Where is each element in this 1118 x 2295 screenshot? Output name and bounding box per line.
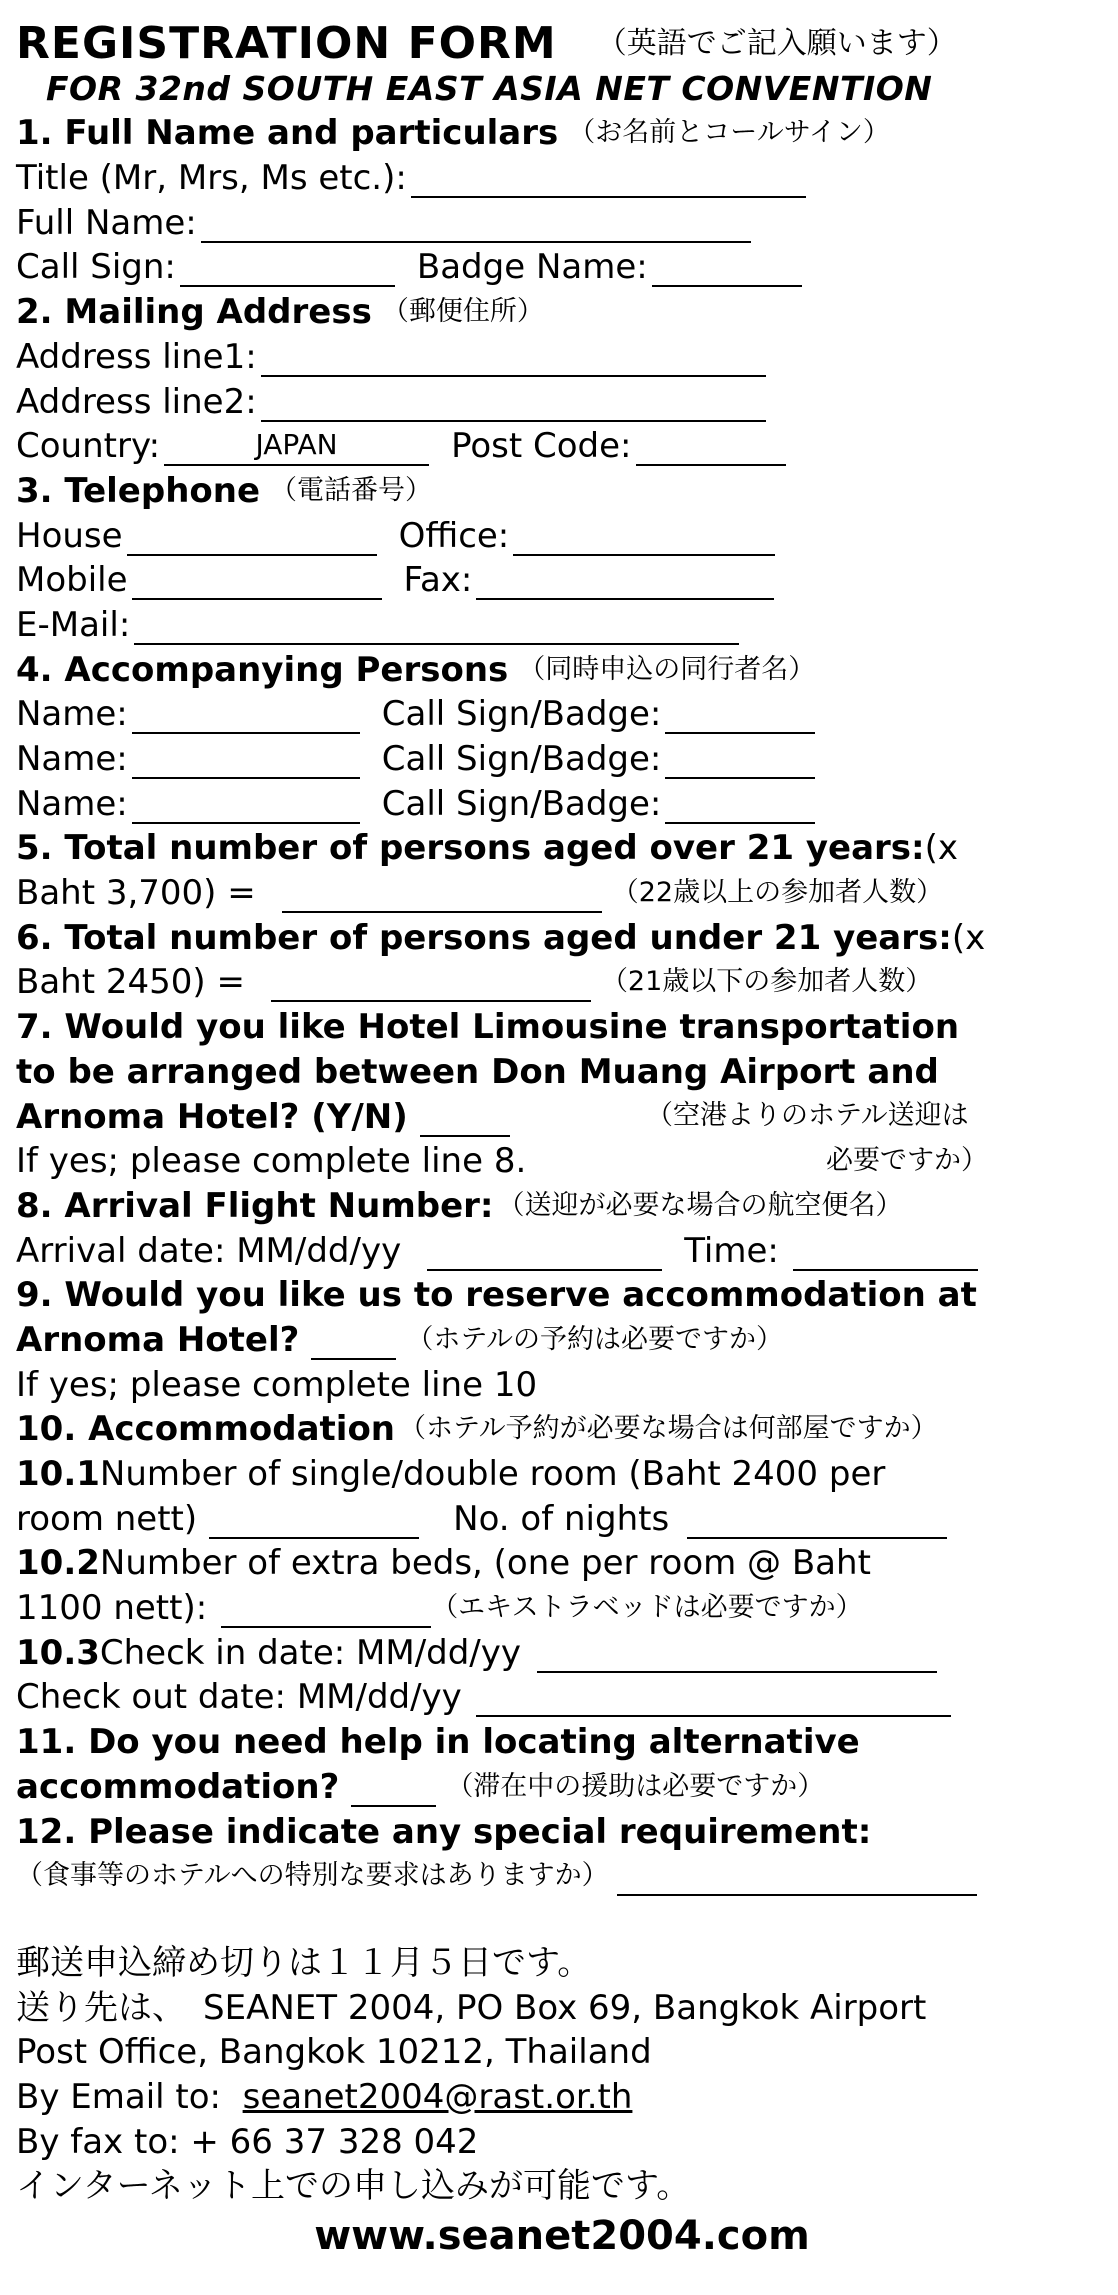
section-5-rate: Baht 3,700) = <box>16 873 256 914</box>
section-5-jp: （22歳以上の参加者人数） <box>611 877 944 909</box>
mobile-row <box>16 556 1108 601</box>
section-5-heading: 5. Total number of persons aged over 21 years: <box>16 828 925 869</box>
address1-label: Address line1: <box>16 336 257 377</box>
section-8-heading: 8. Arrival Flight Number: <box>16 1185 494 1226</box>
section-7-jp-2: 必要ですか） <box>826 1144 988 1176</box>
checkout-label: Check out date: MM/dd/yy <box>16 1677 462 1718</box>
extra-beds-row <box>16 1539 1108 1584</box>
section-6-input-row <box>16 958 1108 1003</box>
companion-name-label: Name: <box>16 783 128 824</box>
footer-deadline: 郵送申込締め切りは１１月５日です。 <box>16 1942 592 1983</box>
room-count-row <box>16 1449 1108 1494</box>
section-9-note: If yes; please complete line 10 <box>16 1364 538 1405</box>
form-title: REGISTRATION FORM <box>16 18 557 69</box>
section-11-jp: （滞在中の援助は必要ですか） <box>446 1770 825 1802</box>
special-requirement-field[interactable] <box>617 1860 977 1896</box>
item-10-2-jp: （エキストラベッドは必要ですか） <box>431 1592 863 1624</box>
checkin-label: Check in date: MM/dd/yy <box>99 1632 522 1673</box>
footer-website-link[interactable]: www.seanet2004.com <box>314 2213 810 2260</box>
section-10-heading: 10. Accommodation <box>16 1409 396 1450</box>
section-12-input-row <box>16 1852 1108 1897</box>
companion-name-field[interactable] <box>132 743 360 779</box>
section-7-line1 <box>16 1002 1108 1047</box>
arrival-row <box>16 1226 1108 1271</box>
limousine-yn-field[interactable] <box>420 1101 510 1137</box>
section-2-heading: 2. Mailing Address <box>16 292 372 333</box>
section-6-heading-row <box>16 913 1108 958</box>
address1-row <box>16 332 1108 377</box>
callsign-row <box>16 243 1108 288</box>
section-8-heading-row <box>16 1181 1108 1226</box>
fullname-label: Full Name: <box>16 202 197 243</box>
footer-fax-row <box>16 2117 1108 2162</box>
section-7-note-row <box>16 1137 1108 1182</box>
registration-form <box>16 14 1108 2260</box>
section-7-note: If yes; please complete line 8. <box>16 1141 527 1182</box>
address1-field[interactable] <box>261 341 766 377</box>
title-label: Title (Mr, Mrs, Ms etc.): <box>16 158 407 199</box>
checkin-row <box>16 1628 1108 1673</box>
callsign-label: Call Sign: <box>16 247 176 288</box>
room-count-field[interactable] <box>209 1503 419 1539</box>
mobile-label: Mobile <box>16 560 128 601</box>
footer-address: Post Office, Bangkok 10212, Thailand <box>16 2032 652 2073</box>
section-6-jp: （21歳以下の参加者人数） <box>600 966 933 998</box>
country-field[interactable]: JAPAN <box>164 430 429 466</box>
footer-email-row <box>16 2072 1108 2117</box>
section-11-heading-1: 11. Do you need help in locating alternative <box>16 1722 860 1763</box>
companion-call-field[interactable] <box>665 698 815 734</box>
footer-address-row <box>16 2028 1108 2073</box>
section-3-jp: （電話番号） <box>270 474 433 506</box>
title-row <box>16 153 1108 198</box>
item-10-1-text: Number of single/double room (Baht 2400 per <box>99 1454 886 1494</box>
postcode-field[interactable] <box>636 430 786 466</box>
address2-field[interactable] <box>261 386 766 422</box>
address2-row <box>16 377 1108 422</box>
form-subtitle: FOR 32nd SOUTH EAST ASIA NET CONVENTION <box>46 68 933 108</box>
section-1-jp: （お名前とコールサイン） <box>568 117 890 149</box>
section-11-line1 <box>16 1717 1108 1762</box>
fullname-field[interactable] <box>201 207 751 243</box>
section-6-heading: 6. Total number of persons aged under 21 years: <box>16 917 952 958</box>
mobile-field[interactable] <box>132 564 382 600</box>
section-10-heading-row <box>16 1405 1108 1450</box>
companion-name-label: Name: <box>16 694 128 735</box>
companion-call-label: Call Sign/Badge: <box>381 783 662 824</box>
companion-call-label: Call Sign/Badge: <box>381 739 662 779</box>
extra-beds-field[interactable] <box>221 1592 431 1628</box>
fax-field[interactable] <box>476 564 774 600</box>
item-10-1-number: 10.1 <box>16 1454 100 1494</box>
companion-name-field[interactable] <box>132 698 360 734</box>
house-row <box>16 511 1108 556</box>
office-field[interactable] <box>513 520 775 556</box>
companion-row <box>16 779 1108 824</box>
item-10-2-text: Number of extra beds, (one per room @ Baht <box>99 1543 871 1584</box>
section-1-heading-row <box>16 109 1108 154</box>
nights-field[interactable] <box>687 1503 947 1539</box>
companion-call-field[interactable] <box>665 788 815 824</box>
section-1-heading: 1. Full Name and particulars <box>16 113 559 154</box>
adults-count-field[interactable] <box>282 877 602 913</box>
section-6-rate: Baht 2450) = <box>16 962 245 1003</box>
section-8-jp: （送迎が必要な場合の航空便名） <box>497 1189 903 1221</box>
office-label: Office: <box>398 515 510 556</box>
footer-website-row <box>16 2206 1108 2260</box>
section-7-line3 <box>16 1092 1108 1137</box>
section-9-heading-1: 9. Would you like us to reserve accommodation at <box>16 1275 977 1316</box>
section-7-heading-1: 7. Would you like Hotel Limousine transportation <box>16 1007 960 1048</box>
arrival-date-label: Arrival date: MM/dd/yy <box>16 1230 402 1271</box>
form-subtitle-row <box>16 64 1108 109</box>
companion-name-label: Name: <box>16 739 128 779</box>
room-nett-row <box>16 1494 1108 1539</box>
section-5-input-row <box>16 868 1108 913</box>
nights-label: No. of nights <box>453 1498 670 1539</box>
checkout-row <box>16 1673 1108 1718</box>
section-5-heading-row <box>16 824 1108 869</box>
companion-name-field[interactable] <box>132 788 360 824</box>
footer-fax: By fax to: + 66 37 328 042 <box>16 2121 479 2162</box>
footer-online-row <box>16 2162 1108 2207</box>
section-9-line1 <box>16 1271 1108 1316</box>
section-7-heading-3: Arnoma Hotel? (Y/N) <box>16 1096 408 1137</box>
email-field[interactable] <box>134 609 739 645</box>
alt-accommodation-field[interactable] <box>351 1771 436 1807</box>
section-3-heading: 3. Telephone <box>16 470 261 511</box>
section-12-heading-row <box>16 1807 1108 1852</box>
form-title-jp: （英語でご記入願います） <box>596 26 957 61</box>
address2-label: Address line2: <box>16 381 257 422</box>
section-10-jp: （ホテル予約が必要な場合は何部屋ですか） <box>399 1413 938 1445</box>
section-12-jp: （食事等のホテルへの特別な要求はありますか） <box>16 1860 609 1892</box>
companion-row <box>16 734 1108 779</box>
postcode-label: Post Code: <box>451 426 632 467</box>
arrival-time-label: Time: <box>684 1230 779 1271</box>
extra-beds-rate: 1100 nett): <box>16 1588 208 1629</box>
section-3-heading-row <box>16 466 1108 511</box>
section-11-heading-2: accommodation? <box>16 1766 340 1807</box>
section-12-heading: 12. Please indicate any special requirement: <box>16 1811 872 1852</box>
arrival-date-field[interactable] <box>427 1235 662 1271</box>
form-title-row <box>16 14 1108 69</box>
badge-label: Badge Name: <box>416 247 648 288</box>
country-row <box>16 422 1108 467</box>
footer-deadline-row <box>16 1938 1108 1983</box>
section-4-heading-row <box>16 645 1108 690</box>
section-2-heading-row <box>16 287 1108 332</box>
house-field[interactable] <box>127 520 377 556</box>
country-label: Country: <box>16 426 161 467</box>
item-10-2-number: 10.2 <box>16 1543 100 1584</box>
spacer <box>16 1896 1108 1938</box>
reserve-yn-field[interactable] <box>311 1324 396 1360</box>
footer-send-to: 送り先は、 SEANET 2004, PO Box 69, Bangkok Airport <box>16 1987 927 2028</box>
section-4-jp: （同時申込の同行者名） <box>518 653 816 685</box>
checkout-field[interactable] <box>476 1681 951 1717</box>
section-11-line2 <box>16 1762 1108 1807</box>
minors-count-field[interactable] <box>271 966 591 1002</box>
extra-beds-input-row <box>16 1583 1108 1628</box>
section-5-suffix: (x <box>924 828 959 869</box>
section-9-line2 <box>16 1315 1108 1360</box>
footer-send-row <box>16 1983 1108 2028</box>
badge-field[interactable] <box>652 251 802 287</box>
section-9-heading-2: Arnoma Hotel? <box>16 1319 300 1360</box>
email-label: E-Mail: <box>16 604 131 645</box>
section-9-jp: （ホテルの予約は必要ですか） <box>406 1323 784 1355</box>
companion-call-field[interactable] <box>665 743 815 779</box>
checkin-field[interactable] <box>537 1637 937 1673</box>
footer-email-link[interactable]: seanet2004@rast.or.th <box>242 2076 633 2117</box>
footer-email-label: By Email to: <box>16 2076 243 2117</box>
section-4-heading: 4. Accompanying Persons <box>16 649 509 690</box>
section-2-jp: （郵便住所） <box>381 296 544 328</box>
fullname-row <box>16 198 1108 243</box>
fax-label: Fax: <box>403 560 473 601</box>
section-7-heading-2: to be arranged between Don Muang Airport and <box>16 1051 939 1092</box>
section-7-line2 <box>16 1047 1108 1092</box>
house-label: House <box>16 515 123 556</box>
section-6-suffix: (x <box>951 917 986 958</box>
arrival-time-field[interactable] <box>793 1235 978 1271</box>
room-nett-label: room nett) <box>16 1498 198 1539</box>
title-field[interactable] <box>411 162 806 198</box>
email-row <box>16 600 1108 645</box>
section-7-jp-1: （空港よりのホテル送迎は <box>646 1099 969 1131</box>
callsign-field[interactable] <box>180 251 395 287</box>
item-10-3-number: 10.3 <box>16 1632 100 1673</box>
footer-online: インターネット上での申し込みが可能です。 <box>16 2166 691 2207</box>
companion-row <box>16 690 1108 735</box>
companion-call-label: Call Sign/Badge: <box>381 694 662 735</box>
section-9-note-row <box>16 1360 1108 1405</box>
